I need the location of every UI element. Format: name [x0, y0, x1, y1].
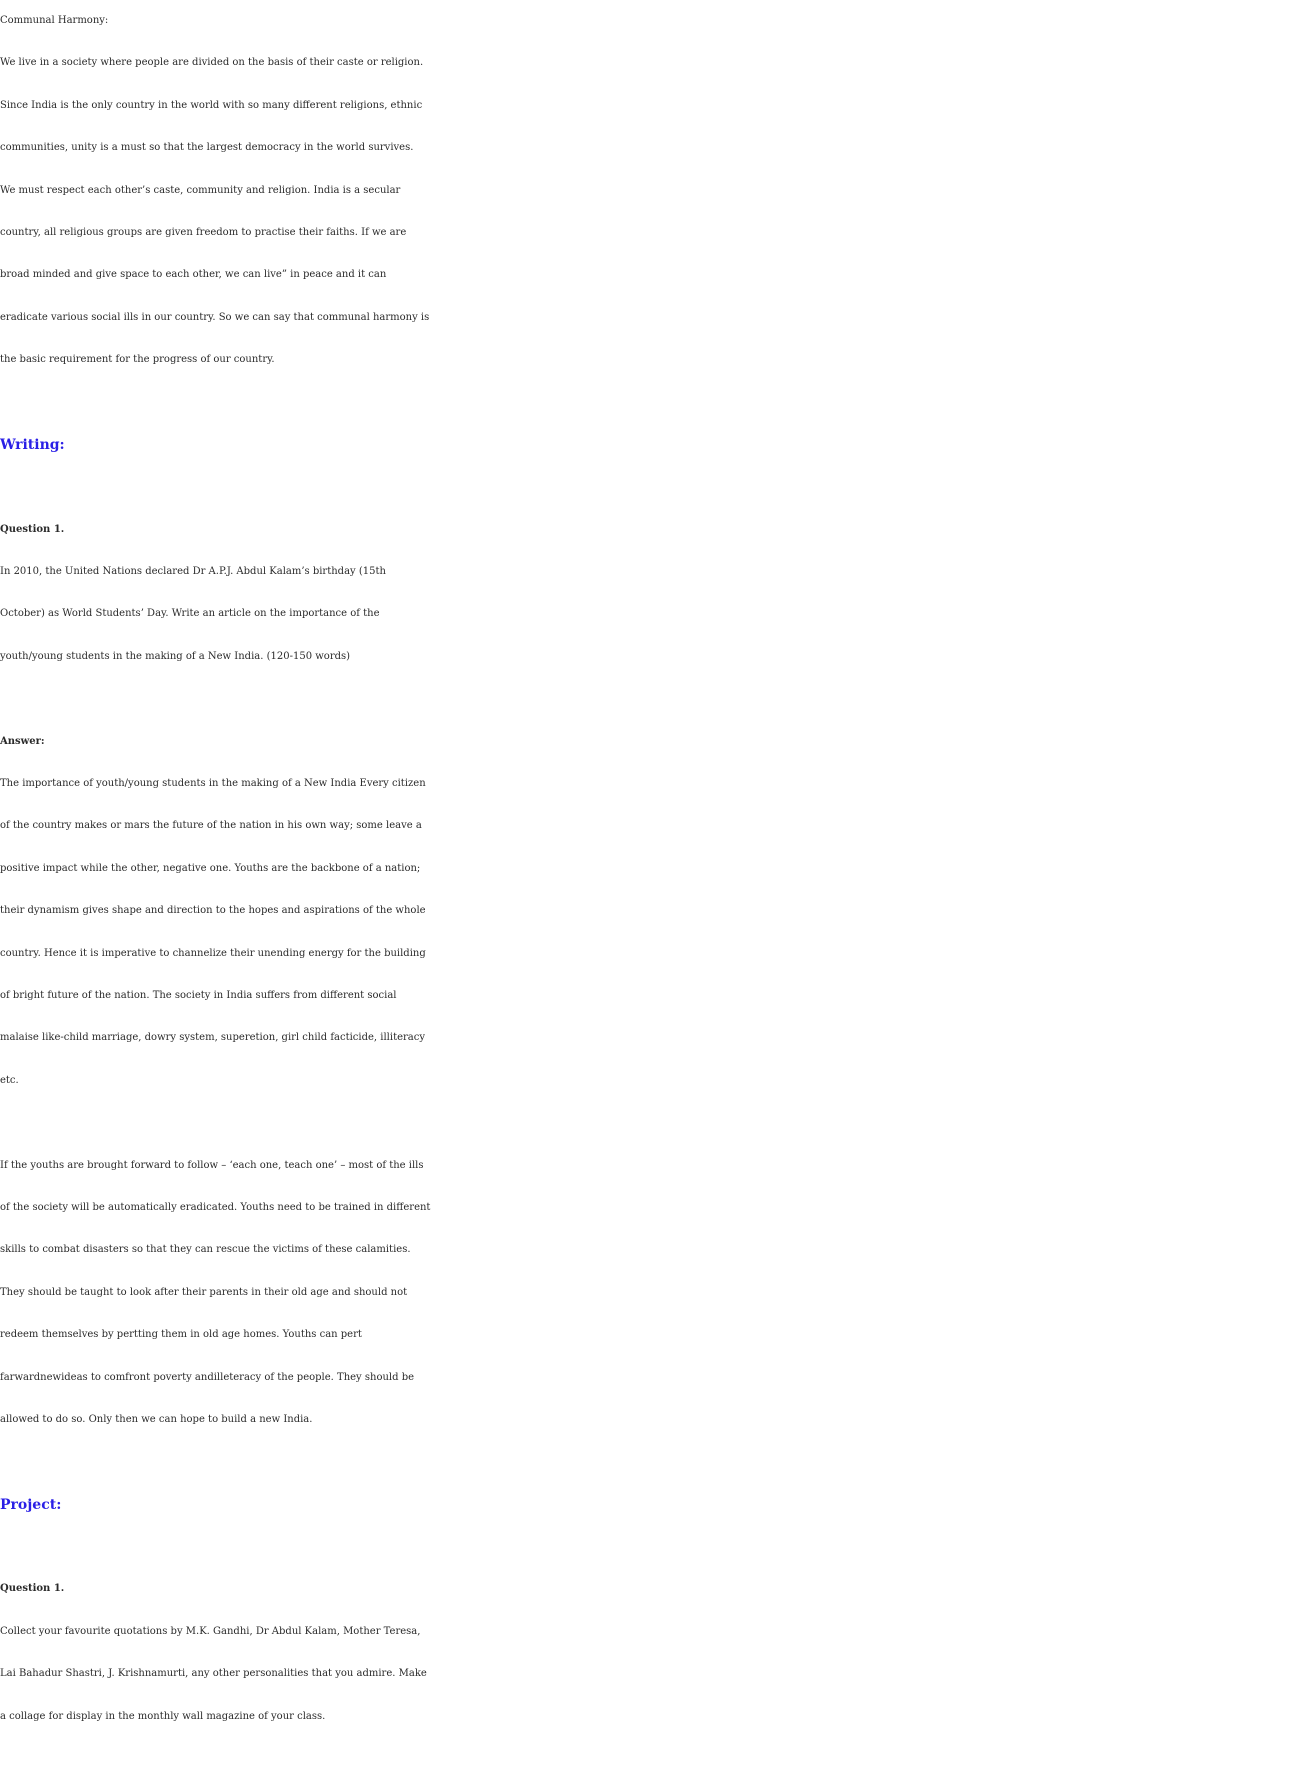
project-question [0, 1568, 1296, 1738]
text-line: Lai Bahadur Shastri, J. Krishnamurti, any other personalities that you admire. Make [0, 1668, 427, 1680]
spacer [0, 466, 1296, 508]
text-line: country. Hence it is imperative to channelize their unending energy for the building [0, 947, 426, 959]
text-line: broad minded and give space to each other, we can live” in peace and it can [0, 269, 387, 281]
text-line: skills to combat disasters so that they can rescue the victims of these calamities. [0, 1244, 411, 1256]
text-line: the basic requirement for the progress of our country. [0, 354, 275, 366]
text-line: of bright future of the nation. The society in India suffers from different social [0, 989, 397, 1001]
text-line: If the youths are brought forward to follow – ‘each one, teach one’ – most of the ills [0, 1159, 424, 1171]
text-line: Since India is the only country in the world with so many different religions, ethnic [0, 99, 423, 111]
writing-answer-continued [0, 1145, 1296, 1442]
text-line: Collect your favourite quotations by M.K. Gandhi, Dr Abdul Kalam, Mother Teresa, [0, 1625, 421, 1637]
text-line: eradicate various social ills in our country. So we can say that communal harmony is [0, 311, 430, 323]
text-line: We live in a society where people are divided on the basis of their caste or religion. [0, 57, 424, 69]
text-line: youth/young students in the making of a New India. (120-150 words) [0, 650, 351, 662]
writing-answer [0, 721, 1296, 1103]
answer-label: Answer: [0, 735, 45, 747]
text-line: farwardnewideas to comfront poverty andilleteracy of the people. They should be [0, 1371, 415, 1383]
spacer [0, 1526, 1296, 1568]
spacer [0, 382, 1296, 424]
text-line: a collage for display in the monthly wall magazine of your class. [0, 1710, 326, 1722]
text-line: redeem themselves by pertting them in old age homes. Youths can pert [0, 1329, 362, 1341]
text-line: The importance of youth/young students in the making of a New India Every citizen [0, 778, 426, 790]
text-line: etc. [0, 1074, 19, 1086]
text-line: In 2010, the United Nations declared Dr A.P.J. Abdul Kalam’s birthday (15th [0, 566, 386, 578]
text-line: They should be taught to look after their parents in their old age and should not [0, 1286, 408, 1298]
text-line: of the country makes or mars the future of the nation in his own way; some leave a [0, 820, 422, 832]
text-line: their dynamism gives shape and direction to the hopes and aspirations of the whole [0, 905, 426, 917]
text-line: We must respect each other’s caste, community and religion. India is a secular [0, 184, 401, 196]
text-line: malaise like-child marriage, dowry system, superetion, girl child facticide, illiteracy [0, 1032, 425, 1044]
spacer [0, 1102, 1296, 1144]
communal-harmony-section [0, 0, 1296, 382]
question-label: Question 1. [0, 523, 65, 535]
text-line: positive impact while the other, negative one. Youths are the backbone of a nation; [0, 862, 421, 874]
section-title: Communal Harmony: [0, 15, 109, 26]
text-line: country, all religious groups are given freedom to practise their faiths. If we are [0, 226, 407, 238]
question-label: Question 1. [0, 1583, 65, 1595]
text-line: October) as World Students’ Day. Write an article on the importance of the [0, 608, 380, 620]
spacer [0, 1441, 1296, 1483]
spacer [0, 678, 1296, 720]
text-line: allowed to do so. Only then we can hope to build a new India. [0, 1413, 313, 1425]
text-line: communities, unity is a must so that the largest democracy in the world survives. [0, 142, 414, 154]
writing-heading: Writing: [0, 436, 65, 453]
project-heading: Project: [0, 1496, 62, 1513]
writing-question [0, 509, 1296, 679]
text-line: of the society will be automatically eradicated. Youths need to be trained in different [0, 1201, 431, 1213]
